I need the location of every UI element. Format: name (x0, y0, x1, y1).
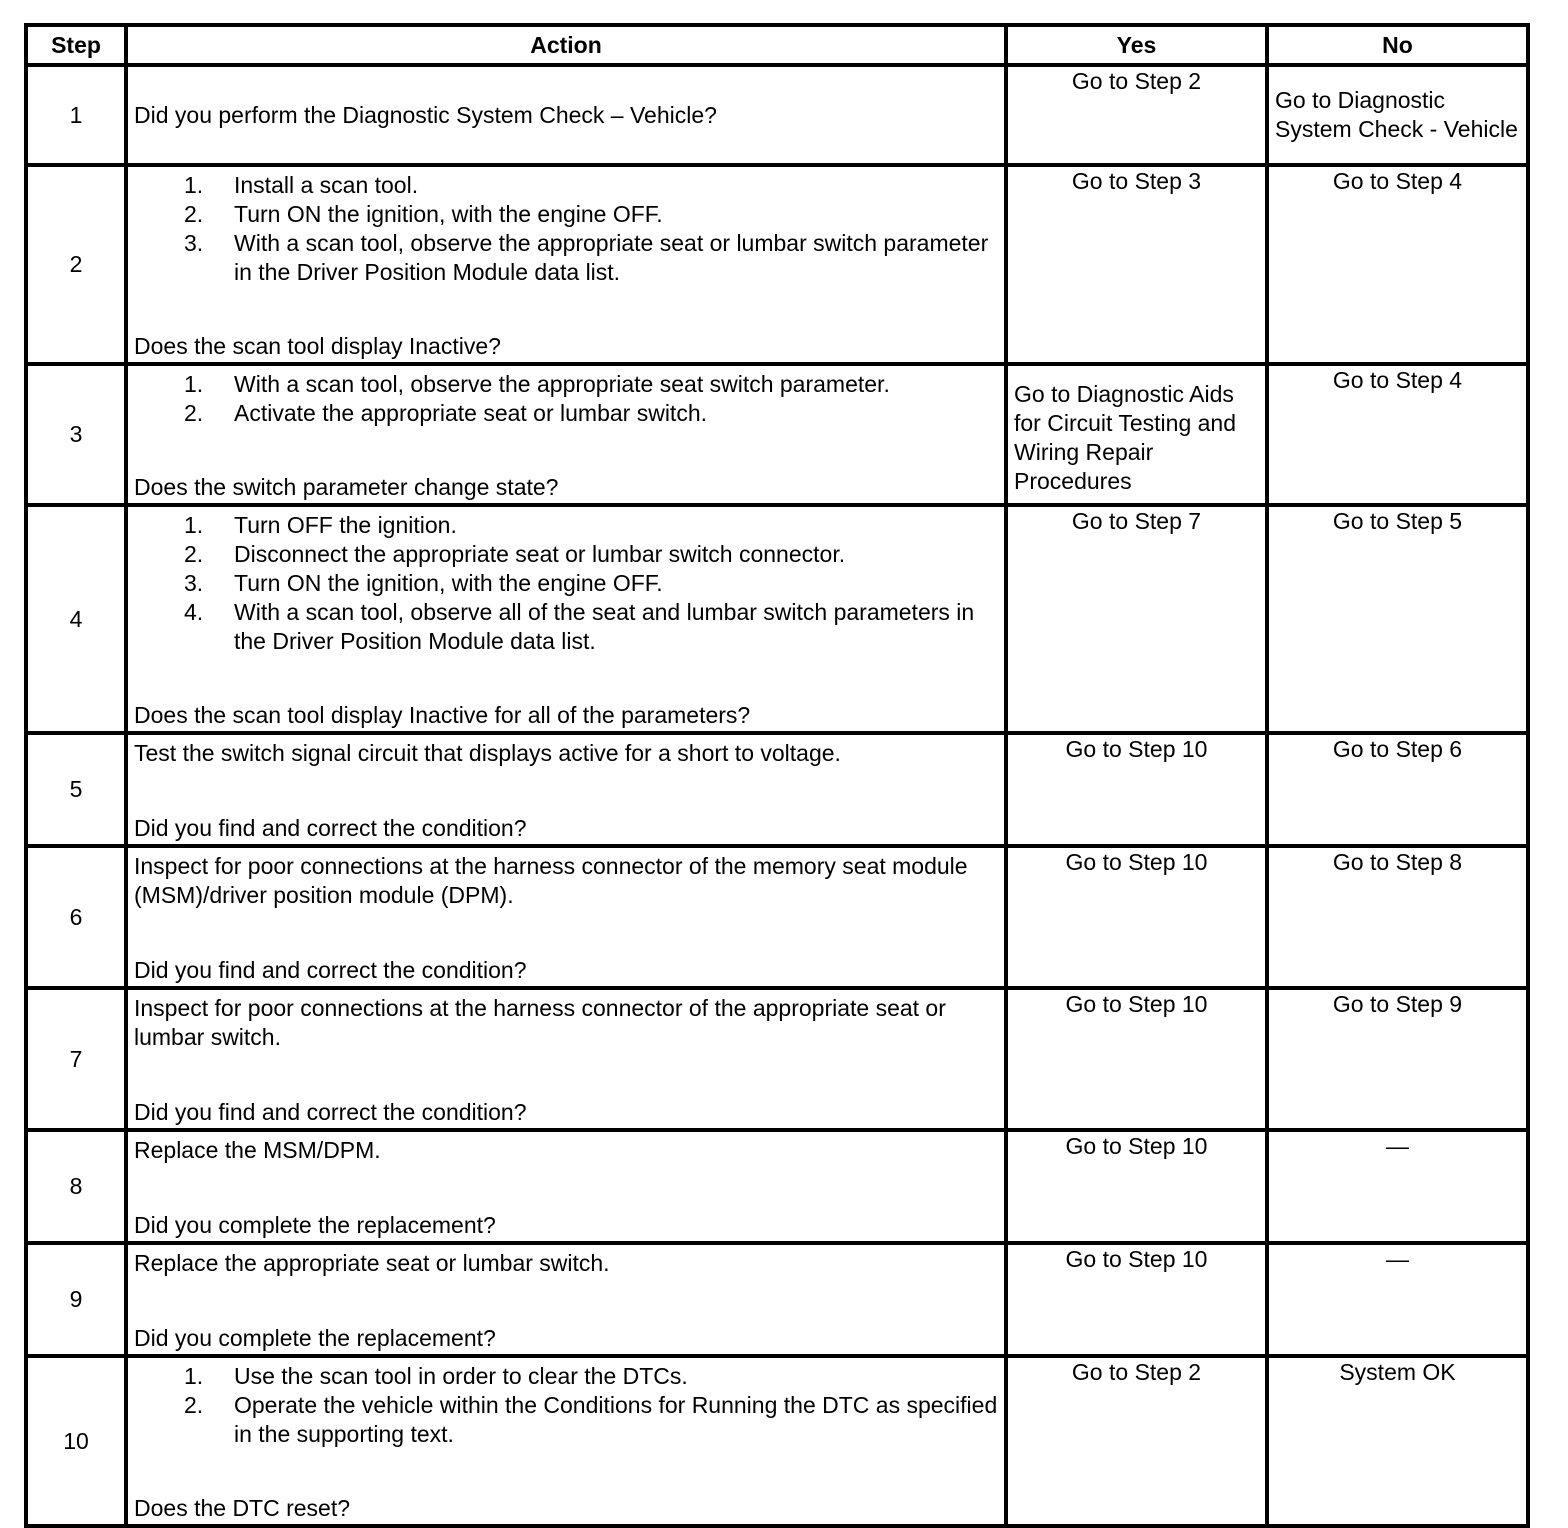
table-row (26, 988, 1528, 1130)
action-step: 2. Turn ON the ignition, with the engine OFF. (184, 201, 663, 227)
no-result: Go to Step 6 (1332, 736, 1463, 762)
table-row (26, 1356, 1528, 1526)
action-cell (126, 505, 1006, 733)
action-text: Replace the MSM/DPM. (134, 1137, 381, 1163)
step-number: 1 (26, 65, 126, 165)
action-step: 1. With a scan tool, observe the appropriate seat switch parameter. (184, 371, 890, 397)
yes-result: Go to Step 10 (1065, 736, 1208, 762)
action-step: 2. Operate the vehicle within the Conditions for Running the DTC as specified in the supporting text. (184, 1392, 998, 1447)
diagnostic-table (24, 23, 1530, 1528)
action-cell (126, 165, 1006, 364)
action-text: Replace the appropriate seat or lumbar switch. (134, 1250, 610, 1276)
action-question: Does the scan tool display Inactive for all of the parameters? (134, 702, 751, 728)
action-step: 1. Turn OFF the ignition. (184, 512, 457, 538)
step-number: 3 (26, 364, 126, 505)
action-step: 2. Activate the appropriate seat or lumbar switch. (184, 400, 708, 426)
yes-result: Go to Step 10 (1065, 1133, 1208, 1159)
yes-cell (1006, 65, 1267, 165)
no-result: Go to Step 4 (1332, 367, 1463, 393)
step-number: 6 (26, 846, 126, 988)
action-step: 3. Turn ON the ignition, with the engine OFF. (184, 570, 663, 596)
action-text: Test the switch signal circuit that displays active for a short to voltage. (134, 740, 841, 766)
action-text: Did you perform the Diagnostic System Check – Vehicle? (134, 101, 717, 128)
no-cell (1267, 165, 1528, 364)
yes-cell (1006, 846, 1267, 988)
yes-cell (1006, 1130, 1267, 1243)
action-text: Inspect for poor connections at the harness connector of the appropriate seat or lumbar switch. (134, 995, 946, 1050)
no-cell (1267, 988, 1528, 1130)
step-number: 8 (26, 1130, 126, 1243)
action-steps (134, 370, 998, 428)
yes-result: Go to Step 3 (1071, 168, 1202, 194)
header-step: Step (26, 25, 126, 65)
table-row (26, 364, 1528, 505)
action-steps (134, 511, 998, 656)
no-cell (1267, 733, 1528, 846)
action-question: Did you complete the replacement? (134, 1212, 496, 1238)
yes-result: Go to Step 10 (1065, 1246, 1208, 1272)
yes-cell (1006, 1356, 1267, 1526)
yes-result: Go to Step 10 (1065, 849, 1208, 875)
table-row (26, 505, 1528, 733)
action-cell (126, 1356, 1006, 1526)
table-row (26, 846, 1528, 988)
action-steps (134, 1362, 998, 1449)
action-cell (126, 846, 1006, 988)
action-step: 2. Disconnect the appropriate seat or lumbar switch connector. (184, 541, 846, 567)
table-row (26, 1130, 1528, 1243)
header-row (26, 25, 1528, 65)
step-number: 5 (26, 733, 126, 846)
yes-result: Go to Step 2 (1071, 1359, 1202, 1385)
action-question: Does the DTC reset? (134, 1495, 351, 1521)
action-question: Did you find and correct the condition? (134, 1099, 527, 1125)
yes-result: Go to Step 2 (1071, 68, 1202, 94)
yes-cell (1006, 505, 1267, 733)
no-result: Go to Diagnostic System Check - Vehicle (1275, 87, 1518, 142)
action-cell (126, 1130, 1006, 1243)
action-step: 1. Install a scan tool. (184, 172, 419, 198)
no-cell (1267, 1243, 1528, 1356)
action-step: 3. With a scan tool, observe the appropriate seat or lumbar switch parameter in the Driver Position Module data list. (184, 230, 989, 285)
action-question: Does the switch parameter change state? (134, 474, 559, 500)
no-result: Go to Step 8 (1332, 849, 1463, 875)
action-cell (126, 1243, 1006, 1356)
header-yes: Yes (1006, 25, 1267, 65)
no-result: Go to Step 5 (1332, 508, 1463, 534)
table-row (26, 65, 1528, 165)
no-result: Go to Step 4 (1332, 168, 1463, 194)
header-action: Action (126, 25, 1006, 65)
action-step: 4. With a scan tool, observe all of the seat and lumbar switch parameters in the Driver Position Module data list. (184, 599, 975, 654)
no-result: — (1386, 1133, 1409, 1159)
action-cell (126, 65, 1006, 165)
no-cell (1267, 1356, 1528, 1526)
yes-result: Go to Diagnostic Aids for Circuit Testing and Wiring Repair Procedures (1014, 381, 1237, 494)
action-question: Did you find and correct the condition? (134, 815, 527, 841)
action-cell (126, 733, 1006, 846)
step-number: 10 (26, 1356, 126, 1526)
yes-cell (1006, 988, 1267, 1130)
step-number: 7 (26, 988, 126, 1130)
step-number: 9 (26, 1243, 126, 1356)
step-number: 4 (26, 505, 126, 733)
action-question: Does the scan tool display Inactive? (134, 333, 501, 359)
action-question: Did you find and correct the condition? (134, 957, 527, 983)
yes-result: Go to Step 7 (1071, 508, 1202, 534)
no-cell (1267, 1130, 1528, 1243)
action-text: Inspect for poor connections at the harness connector of the memory seat module (MSM)/driver position module (DPM). (134, 853, 968, 908)
yes-cell (1006, 364, 1267, 505)
no-result: — (1386, 1246, 1409, 1272)
table-row (26, 733, 1528, 846)
no-cell (1267, 65, 1528, 165)
table-row (26, 1243, 1528, 1356)
yes-result: Go to Step 10 (1065, 991, 1208, 1017)
action-question: Did you complete the replacement? (134, 1325, 496, 1351)
yes-cell (1006, 1243, 1267, 1356)
no-result: Go to Step 9 (1332, 991, 1463, 1017)
no-cell (1267, 364, 1528, 505)
step-number: 2 (26, 165, 126, 364)
no-result: System OK (1339, 1359, 1456, 1385)
yes-cell (1006, 733, 1267, 846)
no-cell (1267, 846, 1528, 988)
no-cell (1267, 505, 1528, 733)
action-steps (134, 171, 998, 287)
yes-cell (1006, 165, 1267, 364)
table-row (26, 165, 1528, 364)
header-no: No (1267, 25, 1528, 65)
action-cell (126, 988, 1006, 1130)
action-cell (126, 364, 1006, 505)
action-step: 1. Use the scan tool in order to clear the DTCs. (184, 1363, 688, 1389)
